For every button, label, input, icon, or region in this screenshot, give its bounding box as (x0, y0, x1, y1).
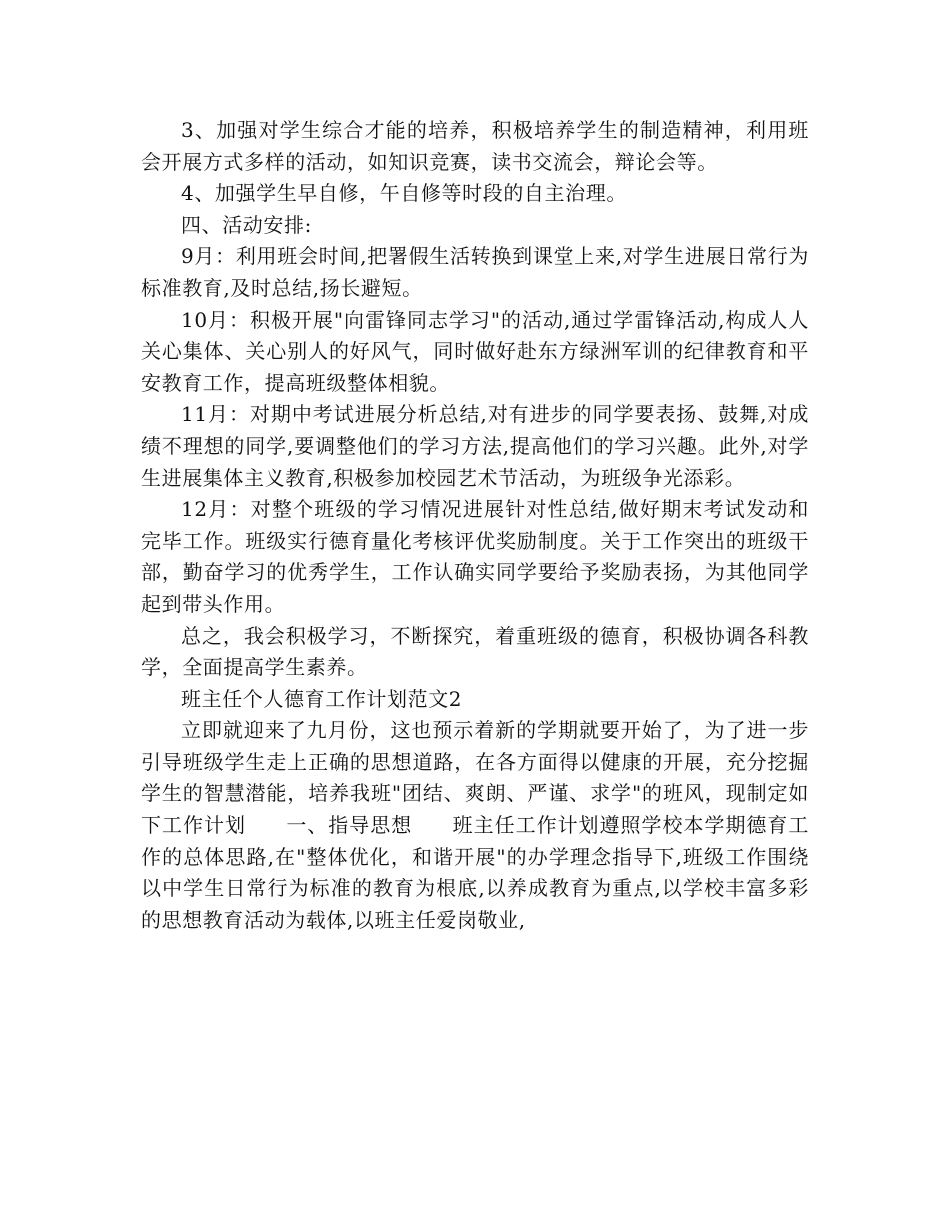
paragraph-intro-2 (141, 715, 809, 936)
intro-text: 立即就迎来了九月份，这也预示着新的学期就要开始了，为了进一步引导班级学生走上正确的思想道路，在各方面得以健康的开展，充分挖掘学生的智慧潜能，培养我班"团结、爽朗、严谨、求学"的班风，现制定如下工作计划 (141, 718, 809, 838)
paragraph-october: 10月：积极开展"向雷锋同志学习"的活动,通过学雷锋活动,构成人人关心集体、关心别人的好风气，同时做好赴东方绿洲军训的纪律教育和平安教育工作，提高班级整体相貌。 (141, 307, 809, 395)
section-heading-activities: 四、活动安排: (181, 212, 312, 237)
document-body (141, 115, 809, 936)
paragraph-december: 12月：对整个班级的学习情况进展针对性总结,做好期末考试发动和完毕工作。班级实行德育量化考核评优奖励制度。关于工作突出的班级干部，勤奋学习的优秀学生，工作认确实同学要给予奖励表扬，为其他同学起到带头作用。 (141, 497, 809, 616)
paragraph-summary: 总之，我会积极学习，不断探究，着重班级的德育，积极协调各科教学，全面提高学生素养。 (141, 623, 809, 680)
section-heading-guiding-thought: 一、指导思想 (285, 813, 413, 838)
guiding-thought-text: 班主任工作计划遵照学校本学期德育工作的总体思路,在"整体优化，和谐开展"的办学理念指导下,班级工作围绕以中学生日常行为标准的教育为根底,以养成教育为重点,以学校丰富多彩的思想教育活动为载体,以班主任爱岗敬业, (141, 813, 810, 932)
paragraph-november: 11月：对期中考试进展分析总结,对有进步的同学要表扬、鼓舞,对成绩不理想的同学,要调整他们的学习方法,提高他们的学习兴趣。此外,对学生进展集体主义教育,积极参加校园艺术节活动，为班级争光添彩。 (141, 402, 809, 490)
paragraph-item-4: 4、加强学生早自修，午自修等时段的自主治理。 (181, 181, 627, 206)
paragraph-september: 9月：利用班会时间,把署假生活转换到课堂上来,对学生进展日常行为标准教育,及时总结,扬长避短。 (141, 244, 809, 300)
article-title-2: 班主任个人德育工作计划范文2 (181, 686, 463, 711)
paragraph-item-3: 3、加强对学生综合才能的培养，积极培养学生的制造精神，利用班会开展方式多样的活动，如知识竞赛，读书交流会，辩论会等。 (141, 118, 809, 174)
